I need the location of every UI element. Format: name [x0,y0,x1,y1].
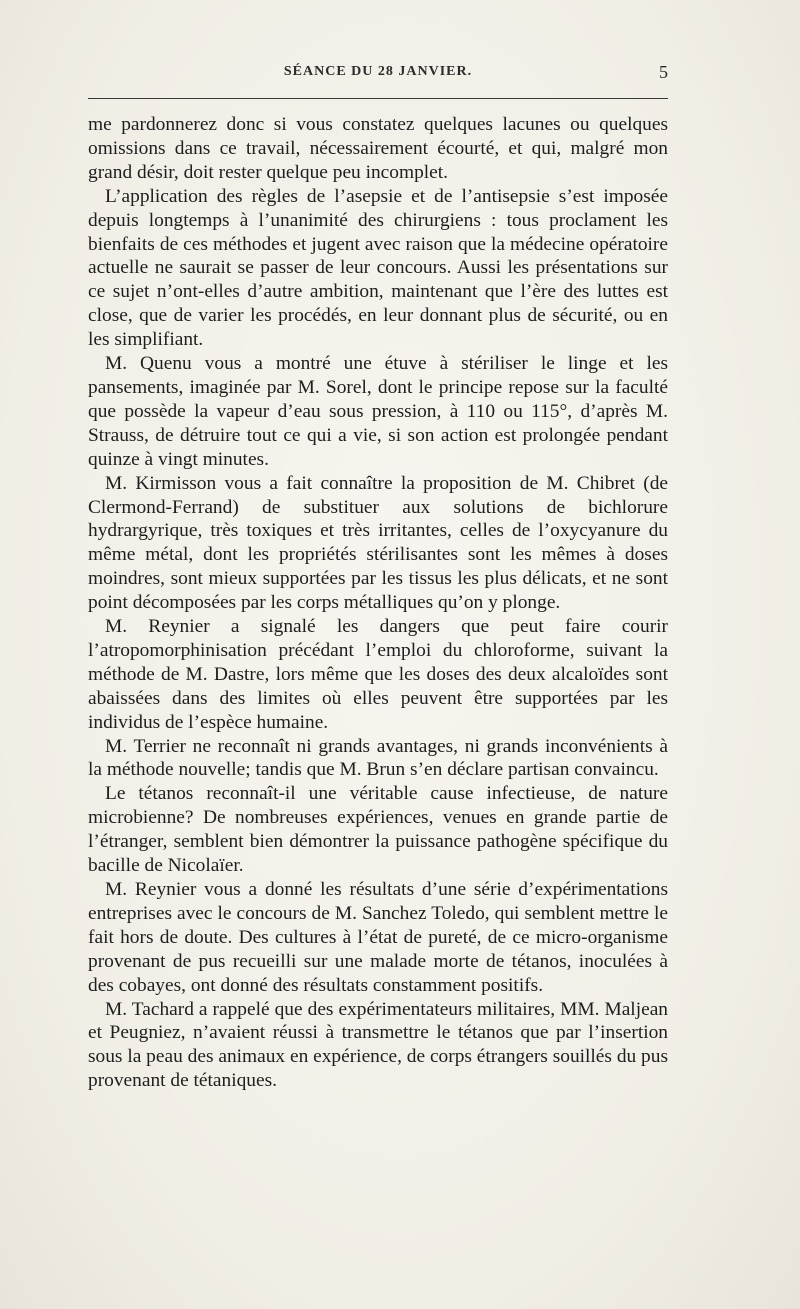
header-rule [88,98,668,99]
paragraph-reynier-experiences: M. Reynier vous a donné les résultats d’une série d’expérimentations entreprises avec le concours de M. Sanchez Toledo, qui semblent mettre le fait hors de doute. Des cultures à l’état de pureté, de ce micro-organisme provenant de pus recueilli sur une malade morte de tétanos, inoculées à des cobayes, ont donné des résultats constamment positifs. [88,879,668,996]
paragraph-kirmisson: M. Kirmisson vous a fait connaître la proposition de M. Chibret (de Clermond-Ferrand) de substituer aux solutions de bichlorure hydrargyrique, très toxiques et très irritantes, celles de l’oxycyanure du même métal, dont les propriétés stérilisantes sont les mêmes à doses moindres, sont mieux supportées par les tissus les plus délicats, et ne sont point décomposées par les corps métalliques qu’on y plonge. [88,472,668,614]
paragraph-continuation: me pardonnerez donc si vous constatez quelques lacunes ou quelques omissions dans ce travail, nécessairement écourté, et qui, malgré mon grand désir, doit rester quelque peu incomplet. [88,114,668,183]
running-title: SÉANCE DU 28 JANVIER. [283,64,473,79]
paragraph-tetanos: Le tétanos reconnaît-il une véritable cause infectieuse, de nature microbienne? De nombreuses expériences, venues en grande partie de l’étranger, semblent bien démontrer la puissance pathogène spécifique du bacille de Nicolaïer. [88,783,668,877]
paragraph-quenu: M. Quenu vous a montré une étuve à stériliser le linge et les pansements, imaginée par M. Sorel, dont le principe repose sur la faculté que possède la vapeur d’eau sous pression, à 110 ou 115°, d’après M. Strauss, de détruire tout ce qui a vie, si son action est prolongée pendant quinze à vingt minutes. [88,353,668,470]
paragraph-terrier: M. Terrier ne reconnaît ni grands avantages, ni grands inconvénients à la méthode nouvelle; tandis que M. Brun s’en déclare partisan convaincu. [88,735,668,781]
paragraph-asepsie: L’application des règles de l’asepsie et de l’antisepsie s’est imposée depuis longtemps à l’unanimité des chirurgiens : tous proclament les bienfaits de ces méthodes et jugent avec raison que la médecine opératoire actuelle ne saurait se passer de leur concours. Aussi les présentations sur ce sujet n’ont-elles d’autre ambition, maintenant que l’ère des luttes est close, que de varier les procédés, en leur donnant plus de sécurité, ou en les simplifiant. [88,185,668,351]
paragraph-reynier-atropomorphine: M. Reynier a signalé les dangers que peut faire courir l’atropomorphinisation précédant l’emploi du chloroforme, suivant la méthode de M. Dastre, lors même que les doses des deux alcaloïdes sont abaissées dans des limites où elles peuvent être supportées par les individus de l’espèce humaine. [88,616,668,733]
body-text [88,113,668,1093]
paragraph-tachard: M. Tachard a rappelé que des expérimentateurs militaires, MM. Maljean et Peugniez, n’avaient réussi à transmettre le tétanos que par l’insertion sous la peau des animaux en expérience, de corps étrangers souillés du pus provenant de tétaniques. [88,998,668,1092]
running-head [88,64,668,88]
page-number: 5 [659,62,668,82]
